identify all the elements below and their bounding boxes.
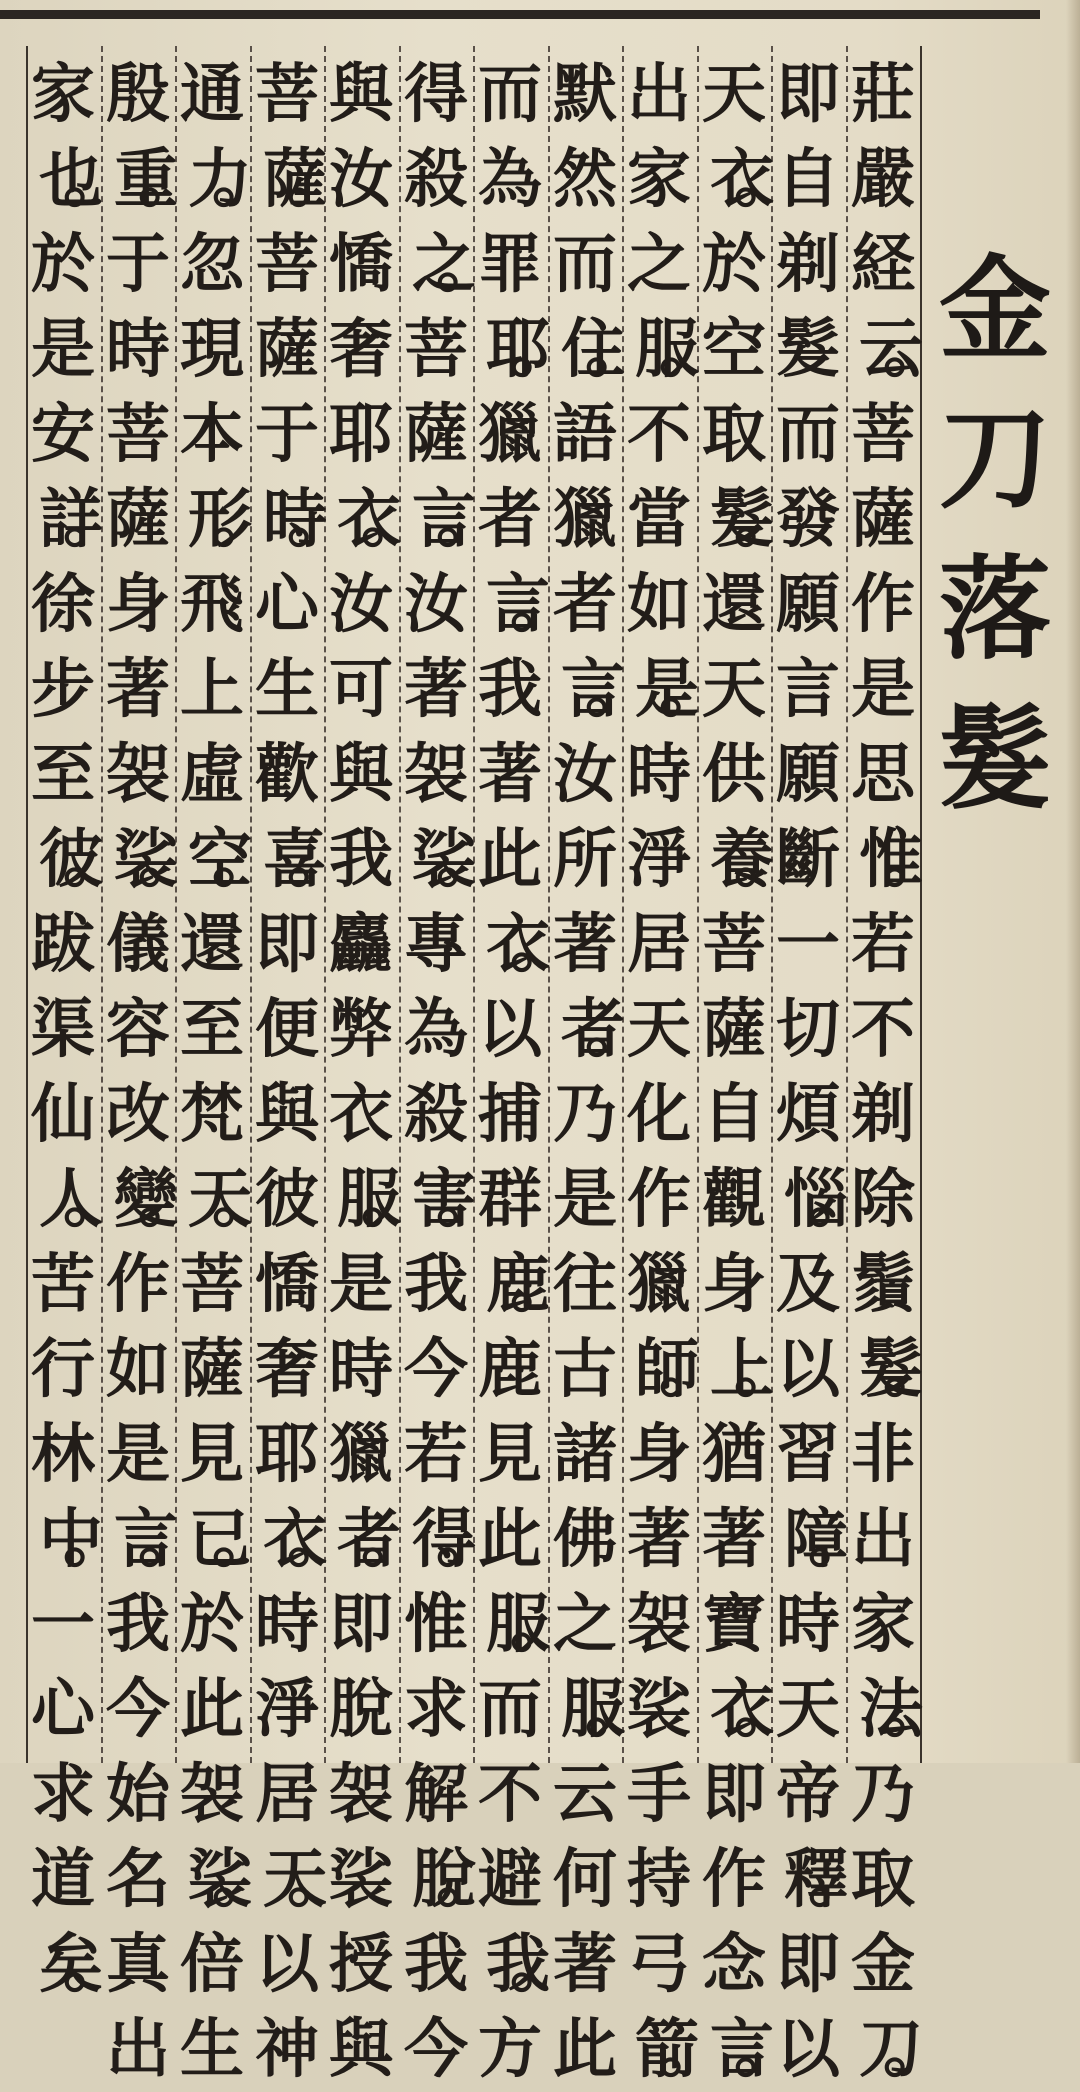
text-glyph: 出 xyxy=(627,57,691,132)
title-char: 金 xyxy=(939,244,1051,375)
text-glyph: 家 xyxy=(627,142,691,217)
text-glyph: 時 xyxy=(627,737,691,812)
text-glyph: 而 xyxy=(553,227,617,302)
text-glyph: 薩 xyxy=(255,312,319,387)
text-glyph: 時 xyxy=(329,1332,393,1407)
text-glyph: 髮。 xyxy=(710,482,758,557)
text-glyph: 袈 xyxy=(404,737,468,812)
text-glyph: 矣。 xyxy=(39,1927,87,2002)
text-glyph: 即 xyxy=(255,907,319,982)
text-glyph: 服。 xyxy=(337,1162,385,1237)
text-glyph: 中。 xyxy=(39,1502,87,1577)
top-border-rule xyxy=(0,10,1040,19)
text-glyph: 惱。 xyxy=(784,1162,832,1237)
text-glyph: 薩 xyxy=(404,397,468,472)
text-glyph: 奢 xyxy=(255,1332,319,1407)
text-glyph: 如 xyxy=(106,1332,170,1407)
text-glyph: 現 xyxy=(180,312,244,387)
text-glyph: 薩 xyxy=(851,482,915,557)
text-glyph: 避 xyxy=(478,1842,542,1917)
text-glyph: 髮 xyxy=(776,312,840,387)
text-glyph: 自 xyxy=(776,142,840,217)
text-glyph: 若 xyxy=(404,1417,468,1492)
text-glyph: 服。 xyxy=(486,1587,534,1662)
text-glyph: 始 xyxy=(106,1757,170,1832)
text-glyph: 淨 xyxy=(627,822,691,897)
text-glyph: 此 xyxy=(478,822,542,897)
text-glyph: 憍 xyxy=(255,1247,319,1322)
text-glyph: 家 xyxy=(851,1587,915,1662)
page-edge-shadow xyxy=(1066,0,1080,1763)
text-glyph: 解 xyxy=(404,1757,468,1832)
text-glyph: 薩 xyxy=(180,1332,244,1407)
text-glyph: 者。 xyxy=(337,1502,385,1577)
text-glyph: 與 xyxy=(255,1077,319,1152)
text-glyph: 即 xyxy=(776,57,840,132)
text-glyph: 言。 xyxy=(412,482,460,557)
text-glyph: 與 xyxy=(329,2012,393,2087)
text-glyph: 見 xyxy=(478,1417,542,1492)
text-glyph: 寶 xyxy=(702,1587,766,1662)
text-glyph: 著 xyxy=(404,652,468,727)
text-glyph: 以 xyxy=(478,992,542,1067)
text-glyph: 鬚 xyxy=(851,1247,915,1322)
text-glyph: 真 xyxy=(106,1927,170,2002)
text-glyph: 往 xyxy=(553,1247,617,1322)
text-glyph: 裟。 xyxy=(114,822,162,897)
text-glyph: 乃 xyxy=(851,1757,915,1832)
text-glyph: 於 xyxy=(180,1587,244,1662)
text-glyph: 願 xyxy=(776,737,840,812)
text-glyph: 莊 xyxy=(851,57,915,132)
text-glyph: 惟。 xyxy=(859,822,907,897)
text-glyph: 切 xyxy=(776,992,840,1067)
text-glyph: 群 xyxy=(478,1162,542,1237)
text-glyph: 林 xyxy=(31,1417,95,1492)
text-glyph: 飛 xyxy=(180,567,244,642)
text-glyph: 諸 xyxy=(553,1417,617,1492)
text-glyph: 裟。 xyxy=(188,1842,236,1917)
text-glyph: 著 xyxy=(627,1502,691,1577)
text-glyph: 可 xyxy=(329,652,393,727)
text-glyph: 求 xyxy=(404,1672,468,1747)
text-glyph: 剃 xyxy=(776,227,840,302)
text-glyph: 力。 xyxy=(188,142,236,217)
text-glyph: 獵 xyxy=(627,1247,691,1322)
text-glyph: 菩 xyxy=(180,1247,244,1322)
text-glyph: 何 xyxy=(553,1842,617,1917)
text-glyph: 我 xyxy=(329,822,393,897)
text-glyph: 不 xyxy=(478,1757,542,1832)
text-glyph: 苦 xyxy=(31,1247,95,1322)
text-glyph: 此 xyxy=(553,2012,617,2087)
text-glyph: 著 xyxy=(553,907,617,982)
text-glyph: 若 xyxy=(851,907,915,982)
text-glyph: 取 xyxy=(702,397,766,472)
text-glyph: 於 xyxy=(31,227,95,302)
text-glyph: 居 xyxy=(627,907,691,982)
text-glyph: 上。 xyxy=(710,1332,758,1407)
text-glyph: 化 xyxy=(627,1077,691,1152)
text-glyph: 見 xyxy=(180,1417,244,1492)
text-glyph: 作 xyxy=(702,1842,766,1917)
text-glyph: 時 xyxy=(255,1587,319,1662)
text-glyph: 生 xyxy=(255,652,319,727)
text-glyph: 汝 xyxy=(553,737,617,812)
text-glyph: 我 xyxy=(404,1927,468,2002)
text-glyph: 上 xyxy=(180,652,244,727)
text-glyph: 居 xyxy=(255,1757,319,1832)
text-glyph: 于 xyxy=(106,227,170,302)
text-glyph: 是 xyxy=(553,1162,617,1237)
text-glyph: 得 xyxy=(404,57,468,132)
text-glyph: 方 xyxy=(478,2012,542,2087)
text-glyph: 心 xyxy=(31,1672,95,1747)
text-glyph: 不 xyxy=(627,397,691,472)
text-glyph: 時 xyxy=(106,312,170,387)
text-glyph: 袈 xyxy=(329,1757,393,1832)
text-glyph: 薩 xyxy=(702,992,766,1067)
text-glyph: 通 xyxy=(180,57,244,132)
text-glyph: 人。 xyxy=(39,1162,87,1237)
text-glyph: 衣。 xyxy=(486,907,534,982)
text-glyph: 著 xyxy=(106,652,170,727)
text-glyph: 著 xyxy=(478,737,542,812)
text-glyph: 之 xyxy=(553,1587,617,1662)
text-glyph: 然 xyxy=(553,142,617,217)
text-glyph: 梵 xyxy=(180,1077,244,1152)
text-glyph: 天 xyxy=(702,57,766,132)
text-glyph: 非 xyxy=(851,1417,915,1492)
text-glyph: 忽 xyxy=(180,227,244,302)
text-glyph: 此 xyxy=(478,1502,542,1577)
text-glyph: 是 xyxy=(329,1247,393,1322)
text-glyph: 今 xyxy=(404,2012,468,2087)
text-glyph: 菩 xyxy=(106,397,170,472)
text-glyph: 脫。 xyxy=(412,1842,460,1917)
text-glyph: 奢 xyxy=(329,312,393,387)
text-glyph: 裟 xyxy=(627,1672,691,1747)
text-glyph: 衣。 xyxy=(263,1502,311,1577)
text-glyph: 獵 xyxy=(478,397,542,472)
text-glyph: 作 xyxy=(851,567,915,642)
text-glyph: 心 xyxy=(255,567,319,642)
text-glyph: 而 xyxy=(776,397,840,472)
text-glyph: 殺 xyxy=(404,142,468,217)
text-glyph: 菩 xyxy=(255,57,319,132)
text-glyph: 天 xyxy=(776,1672,840,1747)
text-glyph: 服。 xyxy=(561,1672,609,1747)
text-glyph: 喜。 xyxy=(263,822,311,897)
text-glyph: 至 xyxy=(31,737,95,812)
text-glyph: 我 xyxy=(106,1587,170,1662)
text-glyph: 衣。 xyxy=(710,142,758,217)
text-glyph: 是 xyxy=(851,652,915,727)
text-glyph: 捕 xyxy=(478,1077,542,1152)
text-glyph: 者 xyxy=(553,567,617,642)
text-glyph: 所 xyxy=(553,822,617,897)
text-glyph: 身 xyxy=(702,1247,766,1322)
text-glyph: 今 xyxy=(106,1672,170,1747)
text-glyph: 害。 xyxy=(412,1162,460,1237)
text-glyph: 空。 xyxy=(188,822,236,897)
text-glyph: 彼 xyxy=(255,1162,319,1237)
text-glyph: 語 xyxy=(553,397,617,472)
text-glyph: 容 xyxy=(106,992,170,1067)
text-glyph: 服。 xyxy=(635,312,683,387)
text-glyph: 出 xyxy=(851,1502,915,1577)
text-glyph: 專 xyxy=(404,907,468,982)
text-glyph: 家 xyxy=(31,57,95,132)
text-column xyxy=(15,52,111,2007)
text-glyph: 倍 xyxy=(180,1927,244,2002)
text-glyph: 者 xyxy=(478,482,542,557)
text-glyph: 為 xyxy=(478,142,542,217)
text-glyph: 手 xyxy=(627,1757,691,1832)
text-glyph: 耶 xyxy=(329,397,393,472)
text-glyph: 汝 xyxy=(404,567,468,642)
text-glyph: 剃 xyxy=(851,1077,915,1152)
text-glyph: 菩 xyxy=(851,397,915,472)
text-glyph: 髮。 xyxy=(859,1332,907,1407)
text-glyph: 已。 xyxy=(188,1502,236,1577)
text-glyph: 本 xyxy=(180,397,244,472)
title-char: 髮 xyxy=(939,694,1051,825)
text-glyph: 還 xyxy=(702,567,766,642)
text-glyph: 也。 xyxy=(39,142,87,217)
text-glyph: 耶 xyxy=(255,1417,319,1492)
text-glyph: 而 xyxy=(478,57,542,132)
text-glyph: 時。 xyxy=(263,482,311,557)
text-glyph: 名 xyxy=(106,1842,170,1917)
title-char: 刀 xyxy=(939,394,1051,525)
text-glyph: 麤 xyxy=(329,907,393,982)
text-glyph: 殺 xyxy=(404,1077,468,1152)
text-glyph: 鹿。 xyxy=(486,1247,534,1322)
text-glyph: 步 xyxy=(31,652,95,727)
text-glyph: 住。 xyxy=(561,312,609,387)
text-glyph: 即 xyxy=(329,1587,393,1662)
text-glyph: 嚴 xyxy=(851,142,915,217)
text-glyph: 袈 xyxy=(627,1587,691,1662)
text-glyph: 帝 xyxy=(776,1757,840,1832)
text-glyph: 脫 xyxy=(329,1672,393,1747)
text-glyph: 詳。 xyxy=(39,482,87,557)
text-glyph: 刀。 xyxy=(859,2012,907,2087)
text-glyph: 古 xyxy=(553,1332,617,1407)
text-glyph: 我 xyxy=(478,652,542,727)
text-glyph: 得。 xyxy=(412,1502,460,1577)
text-glyph: 弊 xyxy=(329,992,393,1067)
text-glyph: 形。 xyxy=(188,482,236,557)
text-glyph: 菩 xyxy=(702,907,766,982)
text-glyph: 我。 xyxy=(486,1927,534,2002)
text-glyph: 歡 xyxy=(255,737,319,812)
text-glyph: 獵 xyxy=(329,1417,393,1492)
text-glyph: 虛 xyxy=(180,737,244,812)
text-glyph: 鹿 xyxy=(478,1332,542,1407)
text-glyph: 天 xyxy=(627,992,691,1067)
text-glyph: 袈 xyxy=(106,737,170,812)
text-glyph: 便 xyxy=(255,992,319,1067)
text-glyph: 天。 xyxy=(188,1162,236,1237)
text-glyph: 衣 xyxy=(329,1077,393,1152)
text-glyph: 薩。 xyxy=(263,142,311,217)
text-glyph: 徐 xyxy=(31,567,95,642)
text-glyph: 者。 xyxy=(561,992,609,1067)
text-glyph: 如 xyxy=(627,567,691,642)
text-glyph: 求 xyxy=(31,1757,95,1832)
text-glyph: 出 xyxy=(106,2012,170,2087)
text-glyph: 箭。 xyxy=(635,2012,683,2087)
text-glyph: 仙 xyxy=(31,1077,95,1152)
text-glyph: 言。 xyxy=(114,1502,162,1577)
text-glyph: 云。 xyxy=(859,312,907,387)
text-glyph: 天。 xyxy=(263,1842,311,1917)
text-glyph: 持 xyxy=(627,1842,691,1917)
text-glyph: 儀 xyxy=(106,907,170,982)
text-glyph: 除 xyxy=(851,1162,915,1237)
text-glyph: 改 xyxy=(106,1077,170,1152)
text-glyph: 此 xyxy=(180,1672,244,1747)
text-glyph: 於 xyxy=(702,227,766,302)
text-glyph: 發 xyxy=(776,482,840,557)
text-glyph: 汝 xyxy=(329,142,393,217)
text-glyph: 養。 xyxy=(710,822,758,897)
text-glyph: 默 xyxy=(553,57,617,132)
text-glyph: 及 xyxy=(776,1247,840,1322)
text-glyph: 而 xyxy=(478,1672,542,1747)
text-glyph: 即 xyxy=(776,1927,840,2002)
text-glyph: 即 xyxy=(702,1757,766,1832)
text-glyph: 至 xyxy=(180,992,244,1067)
text-glyph: 著 xyxy=(702,1502,766,1577)
text-glyph: 言。 xyxy=(486,567,534,642)
text-glyph: 憍 xyxy=(329,227,393,302)
text-glyph: 念 xyxy=(702,1927,766,2002)
text-glyph: 袈 xyxy=(180,1757,244,1832)
text-glyph: 云 xyxy=(553,1757,617,1832)
text-glyph: 菩 xyxy=(404,312,468,387)
text-glyph: 言 xyxy=(776,652,840,727)
text-glyph: 裟。 xyxy=(412,822,460,897)
text-glyph: 以 xyxy=(255,1927,319,2002)
text-glyph: 取 xyxy=(851,1842,915,1917)
text-glyph: 一 xyxy=(776,907,840,982)
text-glyph: 釋。 xyxy=(784,1842,832,1917)
text-glyph: 行 xyxy=(31,1332,95,1407)
text-glyph: 言。 xyxy=(561,652,609,727)
text-glyph: 衣。 xyxy=(337,482,385,557)
text-glyph: 障。 xyxy=(784,1502,832,1577)
text-glyph: 法。 xyxy=(859,1672,907,1747)
text-glyph: 金 xyxy=(851,1927,915,2002)
text-glyph: 不 xyxy=(851,992,915,1067)
text-glyph: 猶 xyxy=(702,1417,766,1492)
text-glyph: 渠 xyxy=(31,992,95,1067)
text-glyph: 授 xyxy=(329,1927,393,2002)
text-glyph: 天 xyxy=(702,652,766,727)
text-glyph: 煩 xyxy=(776,1077,840,1152)
title-char: 落 xyxy=(939,544,1051,675)
text-glyph: 淨 xyxy=(255,1672,319,1747)
text-glyph: 裟 xyxy=(329,1842,393,1917)
text-glyph: 時 xyxy=(776,1587,840,1662)
text-glyph: 菩 xyxy=(255,227,319,302)
text-glyph: 作 xyxy=(106,1247,170,1322)
text-glyph: 之 xyxy=(627,227,691,302)
text-glyph: 道 xyxy=(31,1842,95,1917)
text-glyph: 跋 xyxy=(31,907,95,982)
text-glyph: 殷 xyxy=(106,57,170,132)
text-glyph: 與 xyxy=(329,737,393,812)
text-glyph: 空 xyxy=(702,312,766,387)
text-glyph: 與 xyxy=(329,57,393,132)
text-glyph: 経 xyxy=(851,227,915,302)
text-glyph: 安 xyxy=(31,397,95,472)
text-glyph: 衣。 xyxy=(710,1672,758,1747)
text-glyph: 作 xyxy=(627,1162,691,1237)
text-glyph: 身 xyxy=(106,567,170,642)
text-glyph: 弓 xyxy=(627,1927,691,2002)
text-glyph: 神 xyxy=(255,2012,319,2087)
text-glyph: 習 xyxy=(776,1417,840,1492)
text-glyph: 一 xyxy=(31,1587,95,1662)
page-title xyxy=(930,235,1060,835)
text-glyph: 以 xyxy=(776,1332,840,1407)
text-glyph: 乃 xyxy=(553,1077,617,1152)
text-glyph: 獵 xyxy=(553,482,617,557)
text-glyph: 彼。 xyxy=(39,822,87,897)
text-glyph: 身 xyxy=(627,1417,691,1492)
text-glyph: 今 xyxy=(404,1332,468,1407)
text-glyph: 著 xyxy=(553,1927,617,2002)
text-glyph: 是。 xyxy=(635,652,683,727)
text-glyph: 生 xyxy=(180,2012,244,2087)
text-glyph: 之。 xyxy=(412,227,460,302)
text-glyph: 觀 xyxy=(702,1162,766,1237)
text-glyph: 變。 xyxy=(114,1162,162,1237)
text-glyph: 思 xyxy=(851,737,915,812)
text-glyph: 汝 xyxy=(329,567,393,642)
text-glyph: 于 xyxy=(255,397,319,472)
text-glyph: 言。 xyxy=(710,2012,758,2087)
text-glyph: 當 xyxy=(627,482,691,557)
text-glyph: 還 xyxy=(180,907,244,982)
text-glyph: 耶。 xyxy=(486,312,534,387)
text-glyph: 願 xyxy=(776,567,840,642)
text-glyph: 供 xyxy=(702,737,766,812)
text-glyph: 我 xyxy=(404,1247,468,1322)
text-glyph: 重。 xyxy=(114,142,162,217)
text-glyph: 薩 xyxy=(106,482,170,557)
text-glyph: 斷 xyxy=(776,822,840,897)
text-glyph: 以 xyxy=(776,2012,840,2087)
text-glyph: 師。 xyxy=(635,1332,683,1407)
text-glyph: 自 xyxy=(702,1077,766,1152)
text-glyph: 為 xyxy=(404,992,468,1067)
text-glyph: 佛 xyxy=(553,1502,617,1577)
text-glyph: 是 xyxy=(106,1417,170,1492)
text-glyph: 是 xyxy=(31,312,95,387)
text-glyph: 惟 xyxy=(404,1587,468,1662)
text-glyph: 罪 xyxy=(478,227,542,302)
